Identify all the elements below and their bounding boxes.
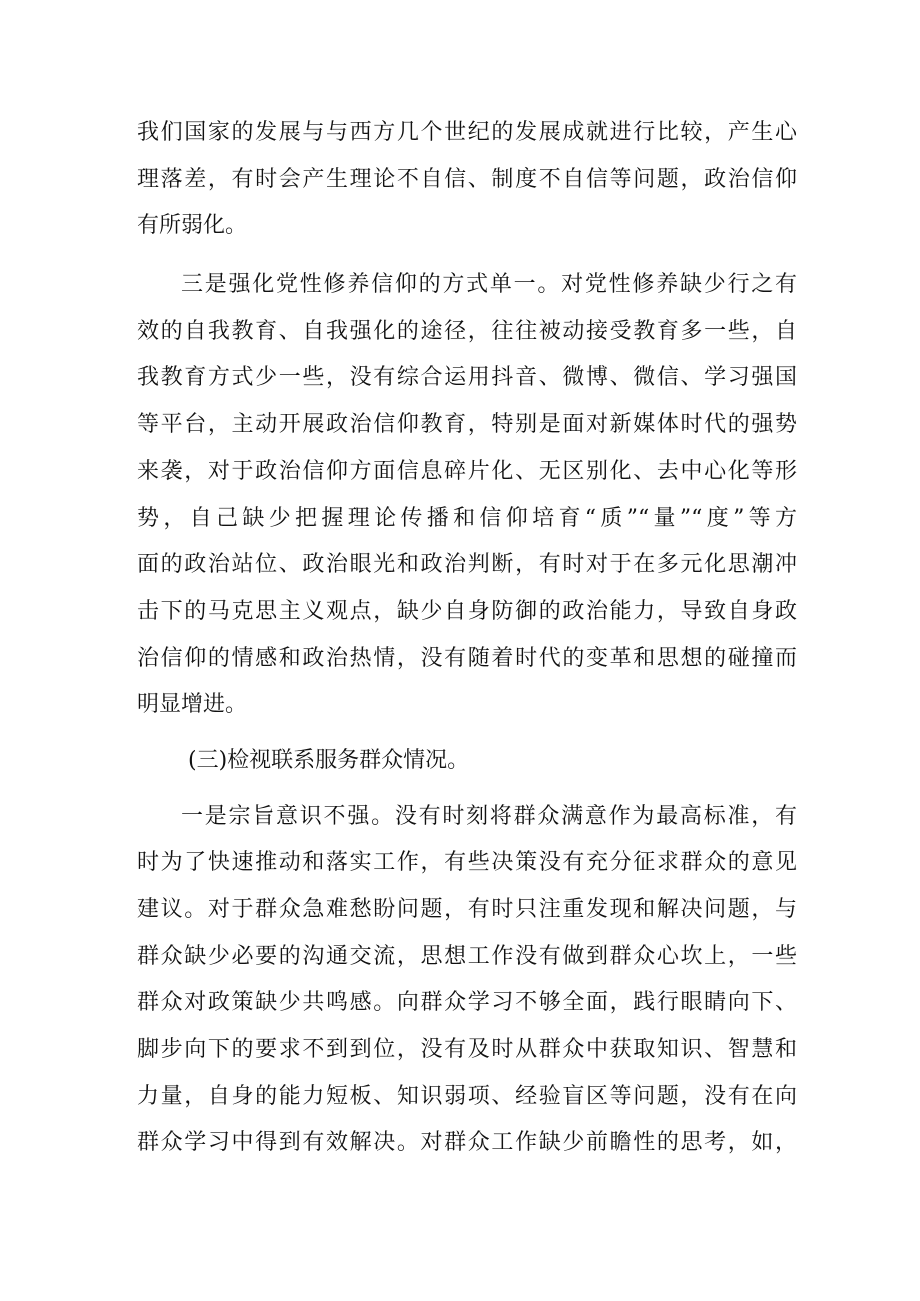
- text-line: 有所弱化。: [137, 213, 248, 239]
- text-line: 等平台，主动开展政治信仰教育，特别是面对新媒体时代的强势: [137, 412, 797, 438]
- text-line: 群众对政策缺少共鸣感。向群众学习不够全面，践行眼睛向下、: [137, 990, 797, 1016]
- text-line: 时为了快速推动和落实工作，有些决策没有充分征求群众的意见: [137, 850, 797, 876]
- paragraph-gap: [137, 250, 797, 262]
- paragraph-gap: [137, 729, 797, 738]
- text-line: 脚步向下的要求不到到位，没有及时从群众中获取知识、智慧和: [137, 1037, 797, 1063]
- paragraph-2: [137, 262, 797, 729]
- text-line: 面的政治站位、政治眼光和政治判断，有时对于在多元化思潮冲: [137, 552, 797, 578]
- text-line: 我们国家的发展与与西方几个世纪的发展成就进行比较，产生心: [137, 120, 797, 145]
- text-line: 群众缺少必要的沟通交流，思想工作没有做到群众心坎上，一些: [137, 943, 797, 969]
- paragraph-gap: [137, 785, 797, 794]
- paragraph-1: [137, 110, 797, 250]
- text-line: 理落差，有时会产生理论不自信、制度不自信等问题，政治信仰: [137, 166, 797, 192]
- text-line: 明显增进。: [137, 692, 248, 718]
- text-line: 一是宗旨意识不强。没有时刻将群众满意作为最高标准，有: [181, 803, 797, 829]
- text-line: 治信仰的情感和政治热情，没有随着时代的变革和思想的碰撞而: [137, 645, 797, 671]
- text-line: 力量，自身的能力短板、知识弱项、经验盲区等问题，没有在向: [137, 1083, 797, 1109]
- text-line: 来袭，对于政治信仰方面信息碎片化、无区别化、去中心化等形: [137, 458, 797, 484]
- paragraph-3: [137, 794, 797, 1168]
- text-line: 势，自己缺少把握理论传播和信仰培育“质”“量”“度”等方: [137, 505, 797, 531]
- text-line: 击下的马克思主义观点，缺少自身防御的政治能力，导致自身政: [137, 598, 797, 624]
- section-heading: (三)检视联系服务群众情况。: [188, 747, 470, 773]
- document-body: [137, 110, 797, 1167]
- text-line: 建议。对于群众急难愁盼问题，有时只注重发现和解决问题，与: [137, 897, 797, 922]
- text-line: 群众学习中得到有效解决。对群众工作缺少前瞻性的思考，如，: [137, 1130, 797, 1156]
- text-line: 三是强化党性修养信仰的方式单一。对党性修养缺少行之有: [181, 272, 797, 298]
- text-line: 效的自我教育、自我强化的途径，往往被动接受教育多一些，自: [137, 318, 797, 344]
- text-line: 我教育方式少一些，没有综合运用抖音、微博、微信、学习强国: [137, 365, 797, 391]
